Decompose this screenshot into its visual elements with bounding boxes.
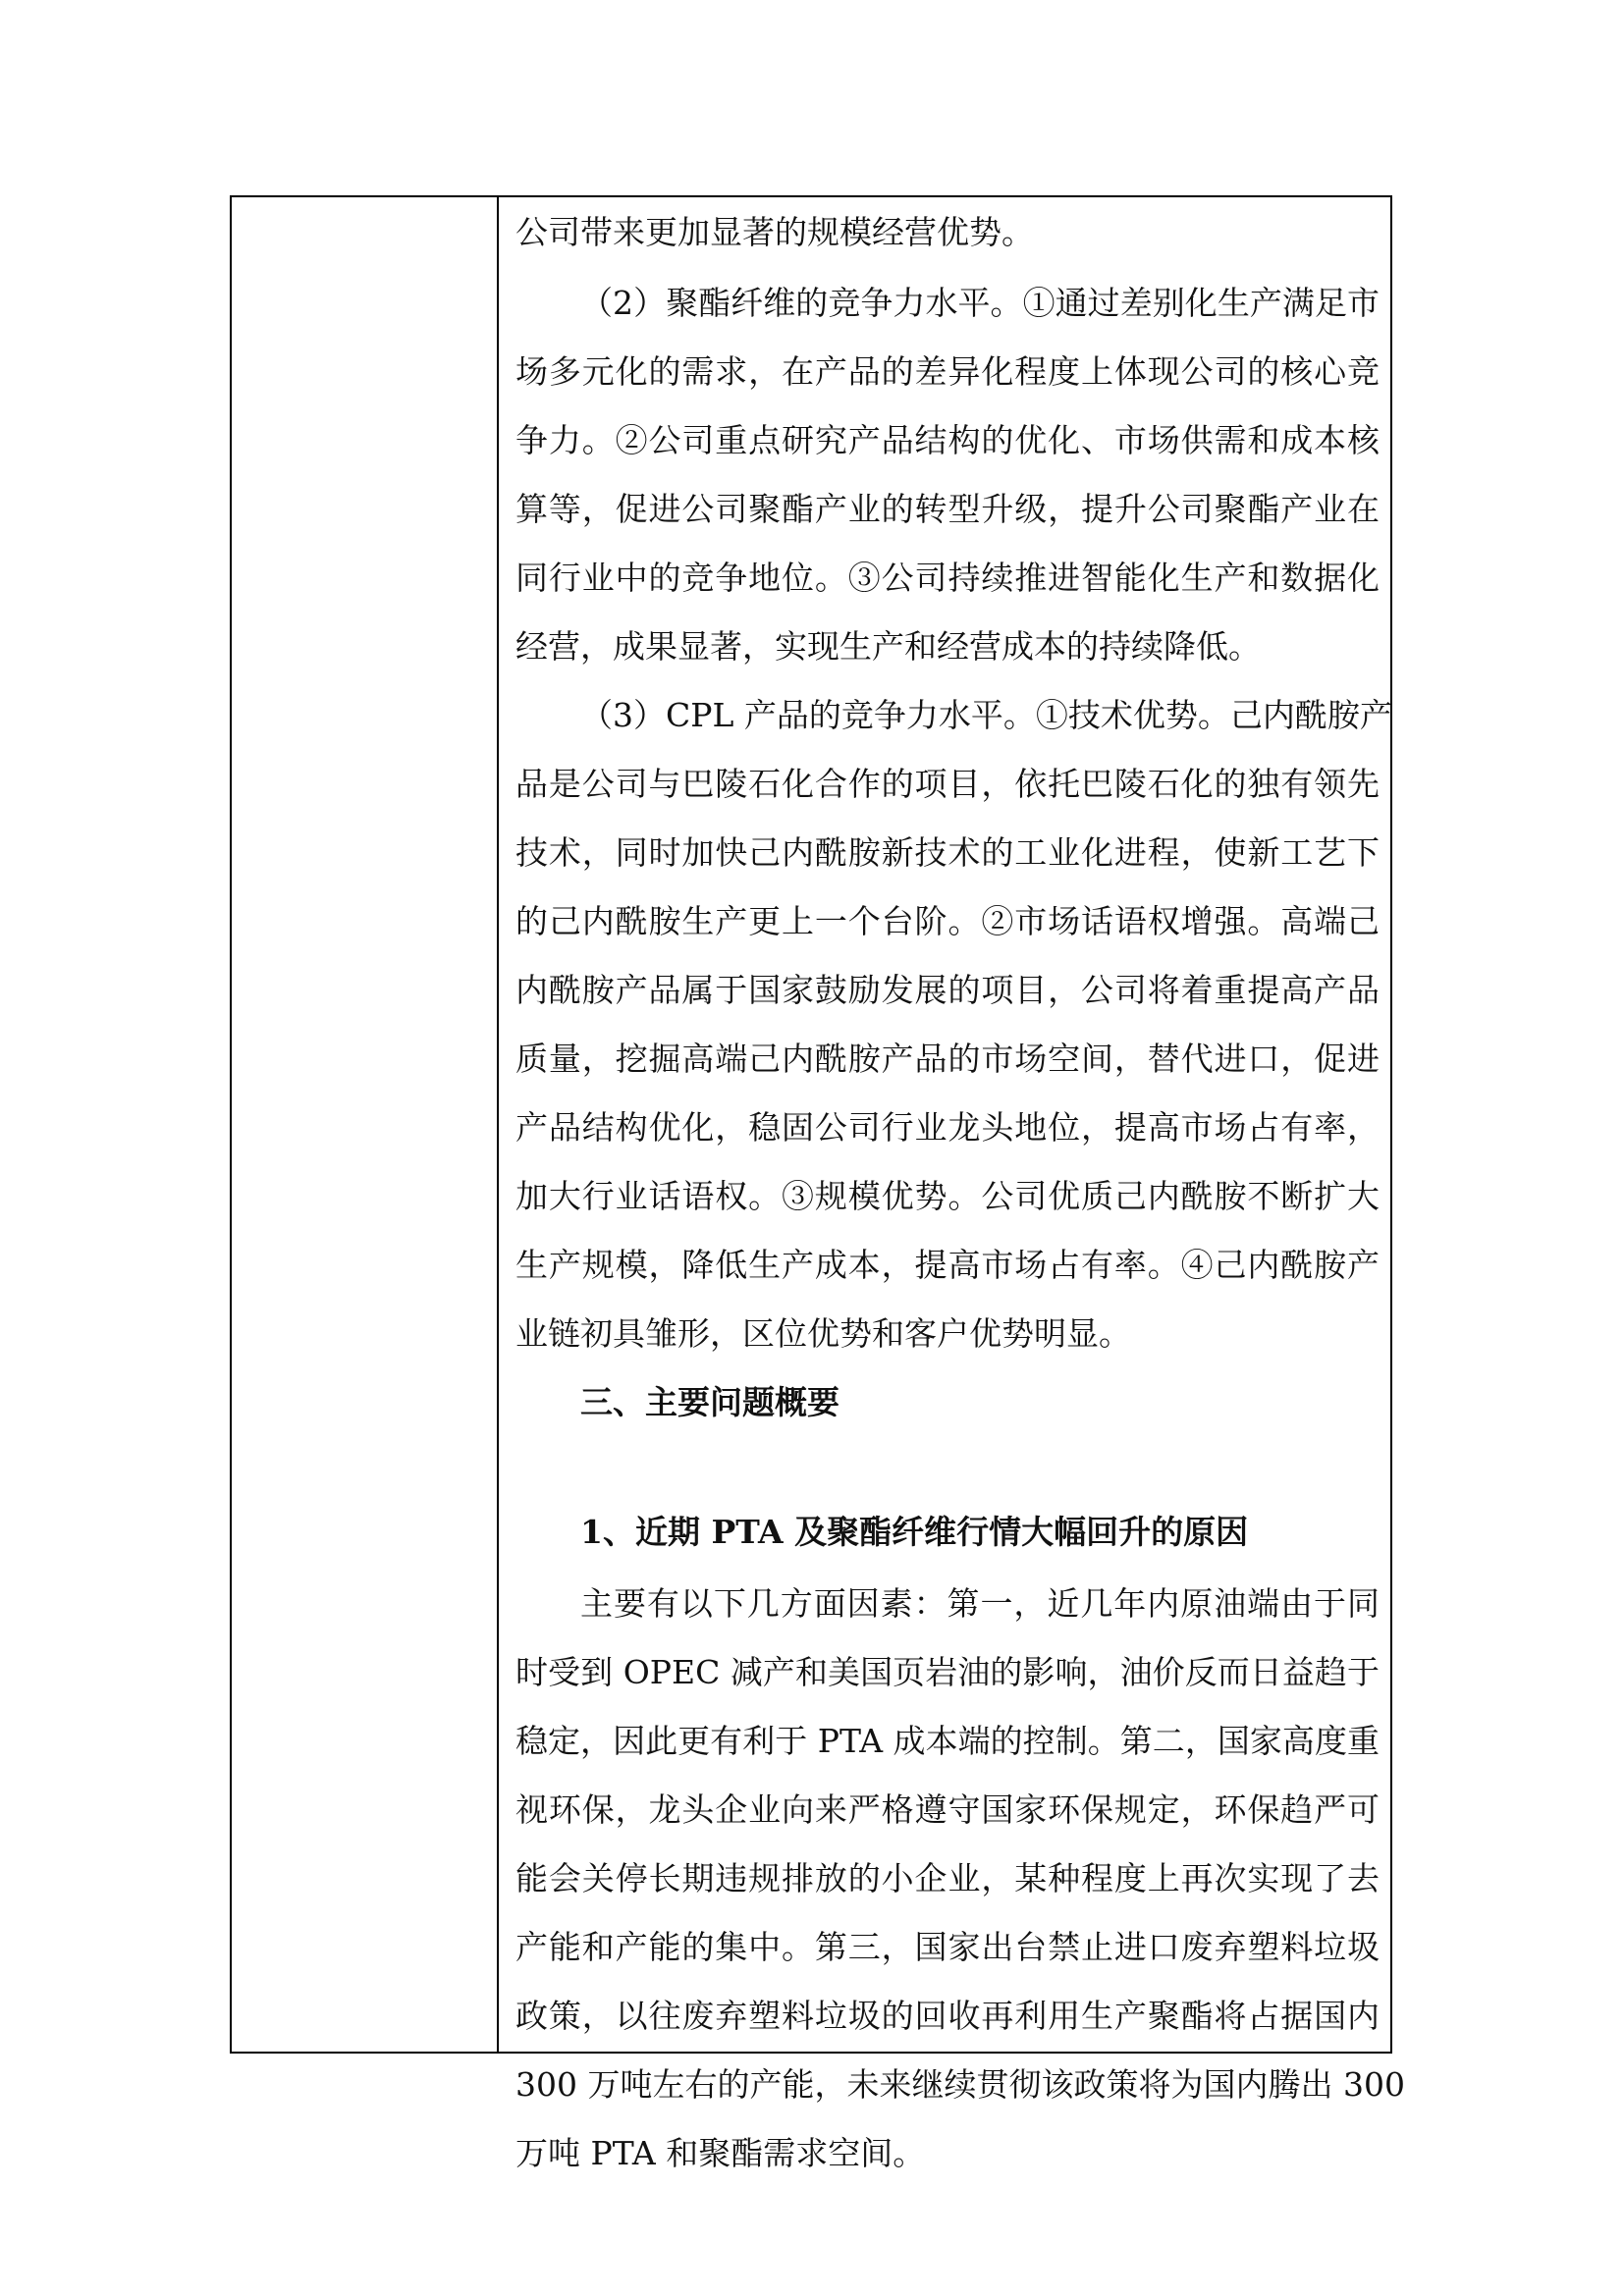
text-line: 视环保，龙头企业向来严格遵守国家环保规定，环保趋严可 bbox=[515, 1790, 1380, 1829]
text-line: 主要有以下几方面因素：第一，近几年内原油端由于同 bbox=[580, 1584, 1380, 1623]
text-line: 公司带来更加显著的规模经营优势。 bbox=[515, 213, 1034, 251]
text-line: 场多元化的需求，在产品的差异化程度上体现公司的核心竞 bbox=[515, 352, 1380, 391]
text-line: 生产规模，降低生产成本，提高市场占有率。④己内酰胺产 bbox=[515, 1246, 1380, 1284]
text-line: 产能和产能的集中。第三，国家出台禁止进口废弃塑料垃圾 bbox=[515, 1928, 1380, 1966]
text-line: 争力。②公司重点研究产品结构的优化、市场供需和成本核 bbox=[515, 421, 1380, 459]
text-line: 300 万吨左右的产能，未来继续贯彻该政策将为国内腾出 300 bbox=[515, 2065, 1405, 2104]
text-line: 质量，挖掘高端己内酰胺产品的市场空间，替代进口，促进 bbox=[515, 1040, 1380, 1078]
text-line: 业链初具雏形，区位优势和客户优势明显。 bbox=[515, 1314, 1131, 1353]
text-line: 稳定，因此更有利于 PTA 成本端的控制。第二，国家高度重 bbox=[515, 1722, 1380, 1760]
subsection-heading: 1、近期 PTA 及聚酯纤维行情大幅回升的原因 bbox=[580, 1513, 1249, 1551]
text-line: （2）聚酯纤维的竞争力水平。①通过差别化生产满足市 bbox=[580, 284, 1380, 322]
text-line: 万吨 PTA 和聚酯需求空间。 bbox=[515, 2134, 926, 2172]
table-content-cell bbox=[499, 197, 1405, 2172]
text-line: 算等，促进公司聚酯产业的转型升级，提升公司聚酯产业在 bbox=[515, 490, 1380, 528]
text-line: 经营，成果显著，实现生产和经营成本的持续降低。 bbox=[515, 627, 1261, 666]
text-line: 品是公司与巴陵石化合作的项目，依托巴陵石化的独有领先 bbox=[515, 765, 1380, 803]
text-line: 的己内酰胺生产更上一个台阶。②市场话语权增强。高端己 bbox=[515, 902, 1380, 940]
text-line: 能会关停长期违规排放的小企业，某种程度上再次实现了去 bbox=[515, 1859, 1380, 1897]
text-line: 时受到 OPEC 减产和美国页岩油的影响，油价反而日益趋于 bbox=[515, 1653, 1380, 1691]
text-line: 技术，同时加快己内酰胺新技术的工业化进程，使新工艺下 bbox=[515, 833, 1380, 872]
table-label-cell bbox=[232, 197, 499, 2052]
text-line: 产品结构优化，稳固公司行业龙头地位，提高市场占有率， bbox=[515, 1108, 1380, 1147]
text-line: （3）CPL 产品的竞争力水平。①技术优势。己内酰胺产 bbox=[580, 696, 1392, 734]
text-line: 内酰胺产品属于国家鼓励发展的项目，公司将着重提高产品 bbox=[515, 971, 1380, 1009]
text-line: 政策，以往废弃塑料垃圾的回收再利用生产聚酯将占据国内 bbox=[515, 1997, 1380, 2035]
document-table bbox=[230, 195, 1405, 2172]
section-heading: 三、主要问题概要 bbox=[580, 1383, 839, 1421]
text-line: 同行业中的竞争地位。③公司持续推进智能化生产和数据化 bbox=[515, 559, 1380, 597]
text-line: 加大行业话语权。③规模优势。公司优质己内酰胺不断扩大 bbox=[515, 1177, 1380, 1215]
